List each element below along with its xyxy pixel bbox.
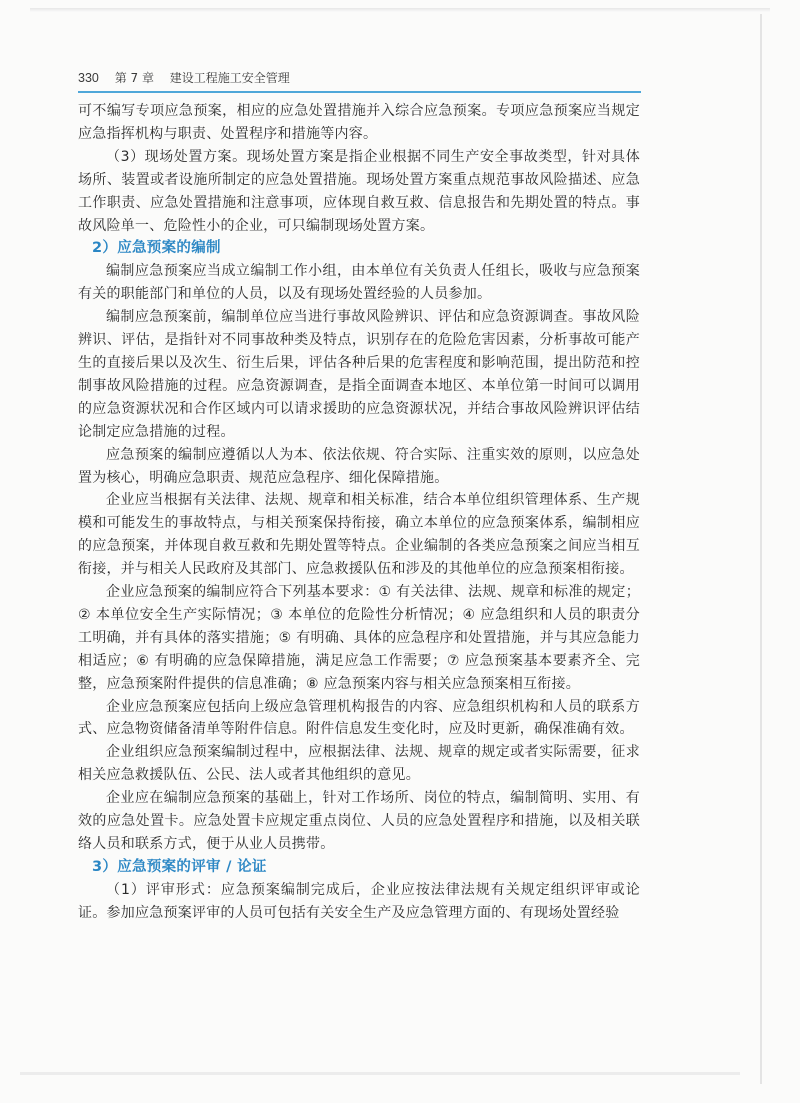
chapter-title: 建设工程施工安全管理 bbox=[169, 71, 290, 85]
paragraph: 可不编写专项应急预案，相应的应急处置措施并入综合应急预案。专项应急预案应当规定应急指挥机构与职责、处置程序和措施等内容。 bbox=[78, 103, 640, 142]
scan-edge-top bbox=[30, 8, 770, 12]
paragraph: 企业应当根据有关法律、法规、规章和相关标准，结合本单位组织管理体系、生产规模和可能发生的事故特点，与相关预案保持衔接，确立本单位的应急预案体系，编制相应的应急预案，并体现自救互救和先期处置等特点。企业编制的各类应急预案之间应当相互衔接，并与相关人民政府及其部门、应急救援队伍和涉及的其他单位的应急预案相衔接。 bbox=[78, 492, 640, 578]
chapter-number: 第 7 章 bbox=[114, 71, 154, 85]
body-text bbox=[78, 100, 640, 925]
paragraph: 企业应急预案的编制应符合下列基本要求：① 有关法律、法规、规章和标准的规定；② 本单位安全生产实际情况；③ 本单位的危险性分析情况；④ 应急组织和人员的职责分工明确，并有具体的落实措施；⑤ 有明确、具体的应急程序和处置措施，并与其应急能力相适应；⑥ 有明确的应急保障措施，满足应急工作需要；⑦ 应急预案基本要素齐全、完整，应急预案附件提供的信息准确；⑧ 应急预案内容与相关应急预案相互衔接。 bbox=[78, 584, 640, 692]
header-rule bbox=[78, 91, 641, 93]
scan-edge-right bbox=[760, 14, 762, 1084]
paragraph: 企业应急预案应包括向上级应急管理机构报告的内容、应急组织机构和人员的联系方式、应急物资储备清单等附件信息。附件信息发生变化时，应及时更新，确保准确有效。 bbox=[78, 698, 640, 738]
section-heading: 2）应急预案的编制 bbox=[92, 240, 221, 257]
paragraph: 编制应急预案应当成立编制工作小组，由本单位有关负责人任组长，吸收与应急预案有关的职能部门和单位的人员，以及有现场处置经验的人员参加。 bbox=[78, 263, 640, 303]
paragraph: 应急预案的编制应遵循以人为本、依法依规、符合实际、注重实效的原则，以应急处置为核心，明确应急职责、规范应急程序、细化保障措施。 bbox=[78, 446, 640, 486]
paragraph: 企业应在编制应急预案的基础上，针对工作场所、岗位的特点，编制简明、实用、有效的应急处置卡。应急处置卡应规定重点岗位、人员的应急处置程序和措施，以及相关联络人员和联系方式，便于从业人员携带。 bbox=[78, 790, 640, 852]
paragraph: 编制应急预案前，编制单位应当进行事故风险辨识、评估和应急资源调查。事故风险辨识、评估，是指针对不同事故种类及特点，识别存在的危险危害因素，分析事故可能产生的直接后果以及次生、衍生后果，评估各种后果的危害程度和影响范围，提出防范和控制事故风险措施的过程。应急资源调查，是指全面调查本地区、本单位第一时间可以调用的应急资源状况和合作区域内可以请求援助的应急资源状况，并结合事故风险辨识评估结论制定应急措施的过程。 bbox=[78, 309, 640, 440]
page-number: 330 bbox=[78, 71, 99, 85]
paragraph: 企业组织应急预案编制过程中，应根据法律、法规、规章的规定或者实际需要，征求相关应急救援队伍、公民、法人或者其他组织的意见。 bbox=[78, 744, 640, 784]
paragraph: （3）现场处置方案。现场处置方案是指企业根据不同生产安全事故类型，针对具体场所、装置或者设施所制定的应急处置措施。现场处置方案重点规范事故风险描述、应急工作职责、应急处置措施和注意事项，应体现自救互救、信息报告和先期处置的特点。事故风险单一、危险性小的企业，可只编制现场处置方案。 bbox=[78, 148, 640, 234]
paragraph: （1）评审形式：应急预案编制完成后，企业应按法律法规有关规定组织评审或论证。参加应急预案评审的人员可包括有关安全生产及应急管理方面的、有现场处置经验 bbox=[78, 881, 640, 921]
scan-edge-bottom bbox=[20, 1072, 740, 1075]
running-header bbox=[78, 70, 638, 90]
section-heading: 3）应急预案的评审 / 论证 bbox=[92, 858, 267, 875]
